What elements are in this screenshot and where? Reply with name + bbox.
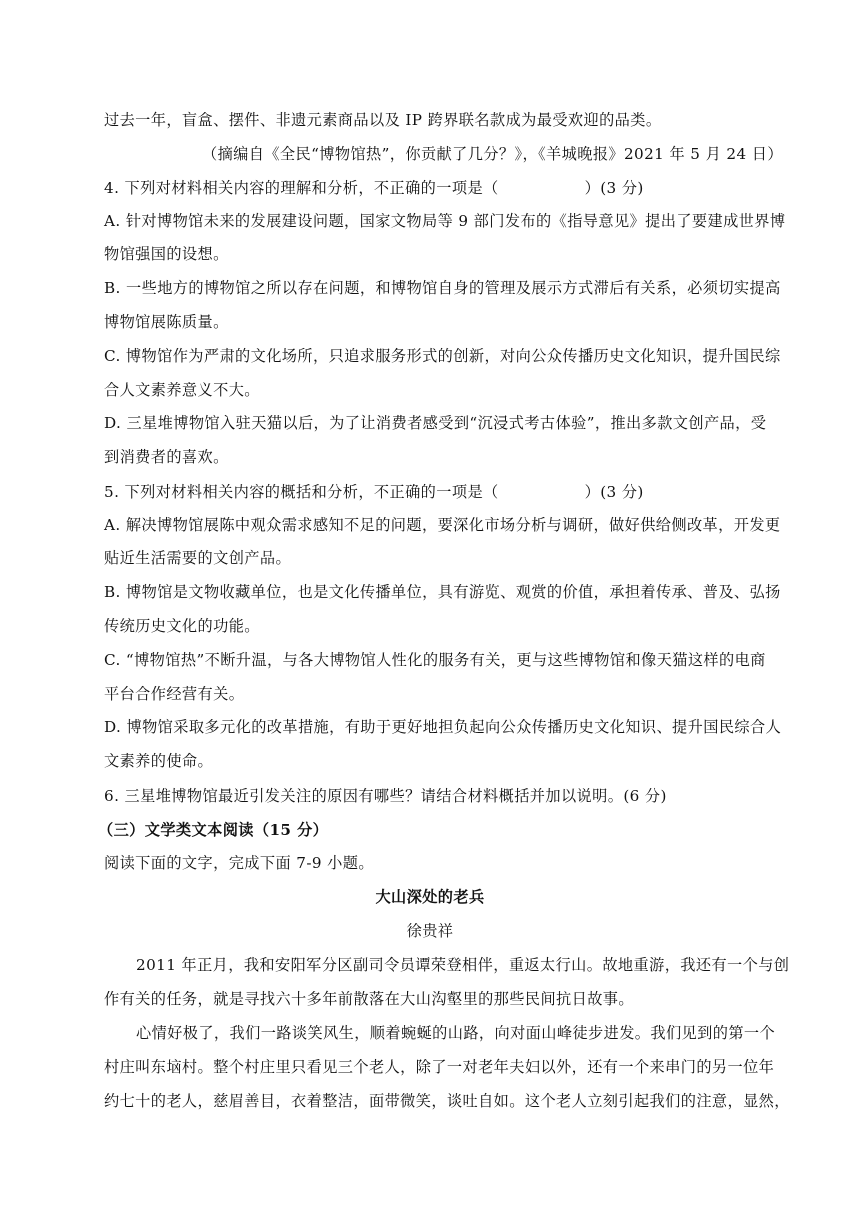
question-4-stem xyxy=(104,178,760,198)
reading-instruction: 阅读下面的文字，完成下面 7-9 小题。 xyxy=(104,854,374,872)
paragraph-2-line1: 心情好极了，我们一路谈笑风生，顺着蜿蜒的山路，向对面山峰徒步进发。我们见到的第一个 xyxy=(136,1024,776,1042)
option-4c-line1: C. 博物馆作为严肃的文化场所，只追求服务形式的创新，对向公众传播历史文化知识，提升国民综 xyxy=(104,347,781,365)
option-4d-line1: D. 三星堆博物馆入驻天猫以后，为了让消费者感受到“沉浸式考古体验”，推出多款文创产品，受 xyxy=(104,414,767,432)
question-4-text: 4. 下列对材料相关内容的理解和分析，不正确的一项是（ xyxy=(104,179,499,197)
option-4a-line1: A. 针对博物馆未来的发展建设问题，国家文物局等 9 部门发布的《指导意见》提出了要建成世界博 xyxy=(104,212,786,230)
question-5-text: 5. 下列对材料相关内容的概括和分析，不正确的一项是（ xyxy=(104,483,499,501)
section-heading: （三）文学类文本阅读（15 分） xyxy=(98,821,329,839)
option-5c-line1: C. “博物馆热”不断升温，与各大博物馆人性化的服务有关，更与这些博物馆和像天猫这样的电商 xyxy=(104,651,766,669)
question-6: 6. 三星堆博物馆最近引发关注的原因有哪些？请结合材料概括并加以说明。(6 分) xyxy=(104,787,667,805)
option-4b-line1: B. 一些地方的博物馆之所以存在问题，和博物馆自身的管理及展示方式滞后有关系，必须切实提高 xyxy=(104,279,781,297)
option-5c-line2: 平台合作经营有关。 xyxy=(104,685,245,703)
option-5b-line1: B. 博物馆是文物收藏单位，也是文化传播单位，具有游览、观赏的价值，承担着传承、普及、弘扬 xyxy=(104,583,781,601)
option-5d-line2: 文素养的使命。 xyxy=(104,752,214,770)
option-4a-line2: 物馆强国的设想。 xyxy=(104,245,229,263)
paragraph-2-line2: 村庄叫东垴村。整个村庄里只看见三个老人，除了一对老年夫妇以外，还有一个来串门的另一位年 xyxy=(104,1058,775,1076)
source-citation: （摘编自《全民“博物馆热”，你贡献了几分？》，《羊城晚报》2021 年 5 月 24 日） xyxy=(202,145,783,163)
text-line: 过去一年，盲盒、摆件、非遗元素商品以及 IP 跨界联名款成为最受欢迎的品类。 xyxy=(104,111,662,129)
option-5b-line2: 传统历史文化的功能。 xyxy=(104,617,260,635)
article-author: 徐贵祥 xyxy=(406,922,454,940)
question-4-score: ）(3 分) xyxy=(584,179,644,197)
option-4b-line2: 博物馆展陈质量。 xyxy=(104,313,229,331)
option-4d-line2: 到消费者的喜欢。 xyxy=(104,448,229,466)
option-5a-line2: 贴近生活需要的文创产品。 xyxy=(104,549,292,567)
option-5a-line1: A. 解决博物馆展陈中观众需求感知不足的问题，要深化市场分析与调研，做好供给侧改革，开发更 xyxy=(104,516,781,534)
option-4c-line2: 合人文素养意义不大。 xyxy=(104,381,260,399)
paragraph-1-line1: 2011 年正月，我和安阳军分区副司令员谭荣登相伴，重返太行山。故地重游，我还有一个与创 xyxy=(136,956,790,974)
paragraph-1-line2: 作有关的任务，就是寻找六十多年前散落在大山沟壑里的那些民间抗日故事。 xyxy=(104,990,634,1008)
paragraph-2-line3: 约七十的老人，慈眉善目，衣着整洁，面带微笑，谈吐自如。这个老人立刻引起我们的注意，显然， xyxy=(104,1092,790,1110)
article-title: 大山深处的老兵 xyxy=(375,888,485,906)
option-5d-line1: D. 博物馆采取多元化的改革措施，有助于更好地担负起向公众传播历史文化知识、提升国民综合人 xyxy=(104,718,782,736)
question-5-stem xyxy=(104,482,760,502)
question-5-score: ）(3 分) xyxy=(584,483,644,501)
